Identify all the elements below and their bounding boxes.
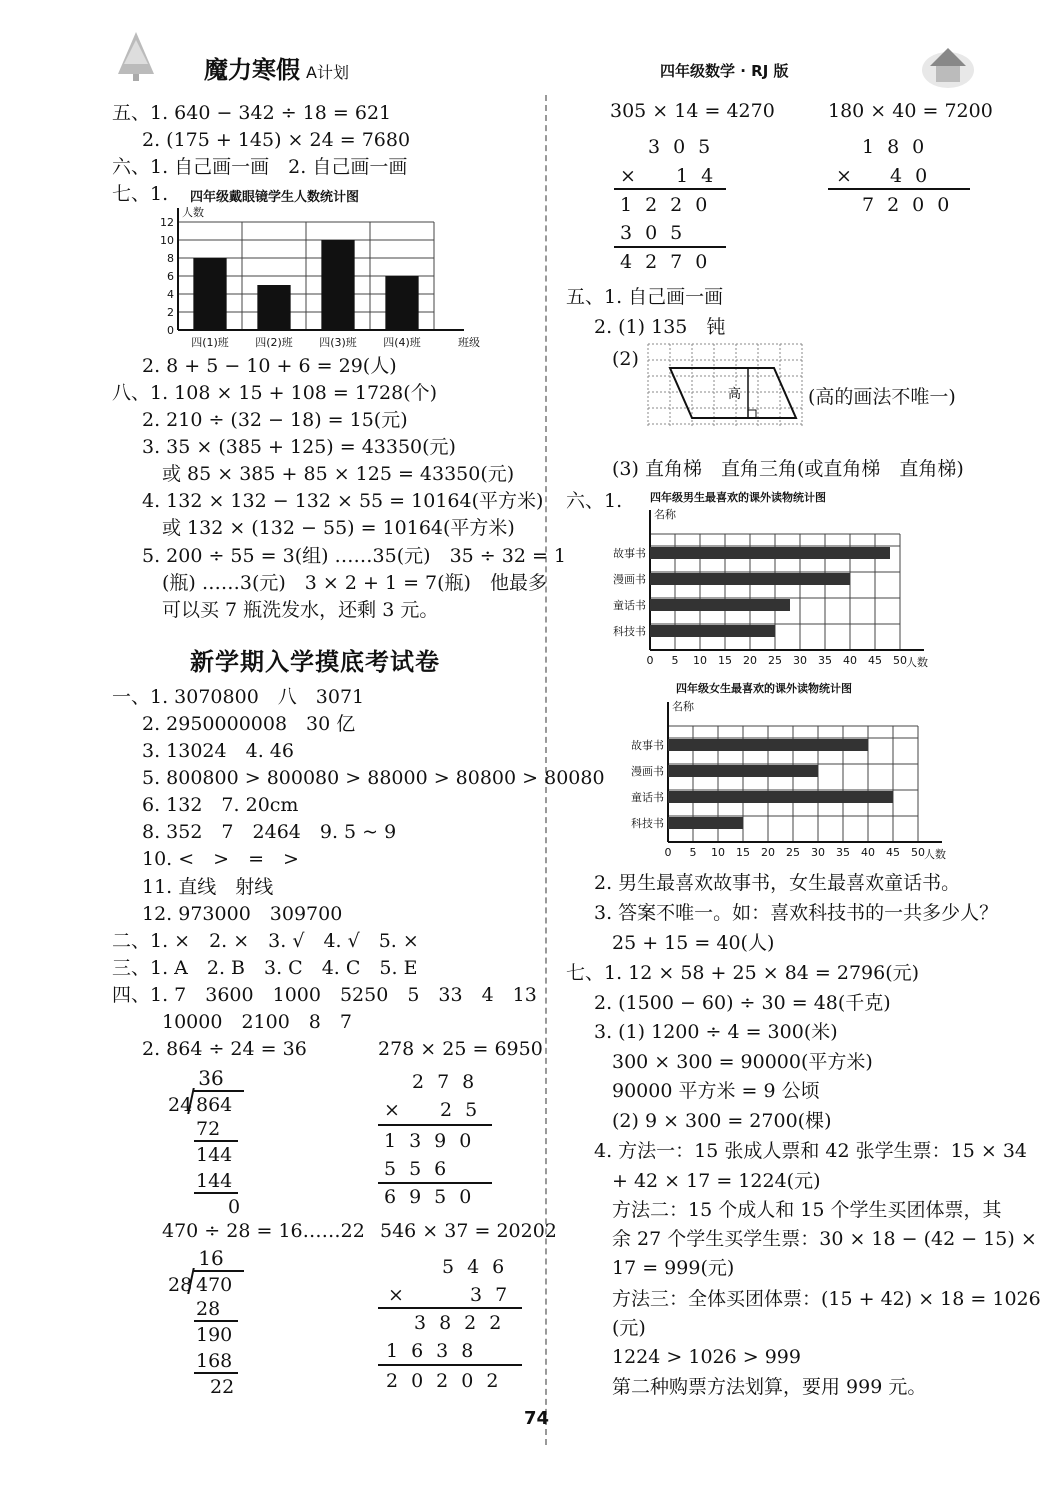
- answer-line: 余 27 个学生买学生票：30 × 18 − (42 − 15) ×: [612, 1228, 1037, 1250]
- x-axis-label: 班级: [458, 336, 480, 349]
- answer-line: 17 = 999(元): [612, 1257, 735, 1279]
- answer-line: 180 × 40 = 7200: [828, 100, 993, 122]
- page-number: 74: [524, 1408, 550, 1429]
- x-tick-label: 45: [868, 654, 882, 667]
- bar: [668, 817, 743, 829]
- x-tick-label: 0: [664, 846, 672, 859]
- category-label: 科技书: [631, 817, 664, 830]
- multiplicand: 305: [648, 136, 724, 158]
- answer-line: 3. 35 × (385 + 125) = 43350(元): [142, 436, 456, 458]
- answer-line: 2. 2950000008 30 亿: [142, 713, 356, 735]
- chart-title: 四年级男生最喜欢的课外读物统计图: [650, 491, 826, 504]
- remainder: 0: [228, 1196, 241, 1218]
- glasses-chart-svg: [150, 200, 480, 350]
- partial-product: 1390: [384, 1130, 485, 1152]
- bar: [668, 791, 893, 803]
- times-sign: ×: [836, 165, 852, 187]
- times-sign: ×: [388, 1284, 404, 1306]
- quotient: 36: [198, 1066, 224, 1090]
- bar: [321, 240, 354, 330]
- category-label: 四(1)班: [191, 336, 229, 349]
- y-tick-label: 8: [167, 252, 174, 265]
- y-tick-label: 0: [167, 324, 174, 337]
- y-axis-label: 名称: [654, 508, 676, 521]
- tree-icon: [112, 30, 160, 82]
- answer-line: 2. 8 + 5 − 10 + 6 = 29(人): [142, 355, 397, 377]
- x-tick-label: 10: [711, 846, 725, 859]
- grade-edition: 四年级数学 · RJ 版: [660, 62, 789, 80]
- answer-line: (2) 9 × 300 = 2700(棵): [612, 1110, 832, 1132]
- step: 190: [196, 1324, 233, 1346]
- y-tick-label: 4: [167, 288, 174, 301]
- multiplier: 40: [890, 165, 941, 187]
- answer-line: 四、1. 7 3600 1000 5250 5 33 4 13: [112, 984, 537, 1006]
- partial-product: 3822: [414, 1312, 515, 1334]
- answer-line: 六、1.: [566, 490, 623, 512]
- answer-line: (2): [612, 348, 639, 370]
- answer-line: 2. 男生最喜欢故事书，女生最喜欢童话书。: [594, 872, 961, 894]
- bar: [193, 258, 226, 330]
- answer-line: 2. (1500 − 60) ÷ 30 = 48(千克): [594, 992, 891, 1014]
- step: 168: [196, 1350, 233, 1372]
- x-axis-label: 人数: [906, 656, 928, 669]
- category-label: 四(3)班: [319, 336, 357, 349]
- product: 6950: [384, 1186, 485, 1208]
- answer-line: 或 132 × (132 − 55) = 10164(平方米): [162, 517, 515, 539]
- partial-product: 1220: [620, 194, 721, 216]
- times-sign: ×: [384, 1099, 400, 1121]
- dividend: 470: [196, 1274, 233, 1296]
- multiplier: 25: [440, 1099, 491, 1121]
- x-axis-label: 人数: [924, 848, 946, 861]
- step: 28: [196, 1298, 221, 1320]
- x-tick-label: 15: [718, 654, 732, 667]
- x-tick-label: 0: [646, 654, 654, 667]
- answer-line: 二、1. × 2. × 3. √ 4. √ 5. ×: [112, 930, 419, 952]
- answer-line: 或 85 × 385 + 85 × 125 = 43350(元): [162, 463, 515, 485]
- answer-line: 2. (1) 135 钝: [594, 316, 726, 338]
- bar: [257, 285, 290, 330]
- answer-line: 10000 2100 8 7: [162, 1011, 352, 1033]
- answer-line: 可以买 7 瓶洗发水，还剩 3 元。: [162, 599, 439, 621]
- category-label: 童话书: [631, 791, 664, 804]
- category-label: 童话书: [613, 599, 646, 612]
- multiplicand: 546: [442, 1256, 518, 1278]
- answer-line: 11. 直线 射线: [142, 876, 274, 898]
- category-label: 四(2)班: [255, 336, 293, 349]
- answer-line: 3. 答案不唯一。如：喜欢科技书的一共多少人？: [594, 902, 999, 924]
- x-tick-label: 40: [843, 654, 857, 667]
- bar: [650, 599, 790, 611]
- answer-line: 10. < > = >: [142, 848, 299, 870]
- bar: [385, 276, 418, 330]
- answer-line: 一、1. 3070800 八 3071: [112, 686, 365, 708]
- step: 144: [196, 1144, 233, 1166]
- girls-chart-svg: [618, 696, 964, 862]
- x-tick-label: 10: [693, 654, 707, 667]
- section-title: 新学期入学摸底考试卷: [190, 648, 440, 676]
- answer-line: (元): [612, 1317, 646, 1339]
- answer-line: + 42 × 17 = 1224(元): [612, 1170, 821, 1192]
- bar: [650, 573, 850, 585]
- y-tick-label: 6: [167, 270, 174, 283]
- x-tick-label: 20: [743, 654, 757, 667]
- y-axis-label: 名称: [672, 700, 694, 713]
- x-tick-label: 30: [793, 654, 807, 667]
- product: 20202: [386, 1370, 512, 1392]
- divisor: 24: [168, 1094, 193, 1116]
- category-label: 四(4)班: [383, 336, 421, 349]
- y-axis-label: 人数: [182, 206, 204, 219]
- answer-line: 300 × 300 = 90000(平方米): [612, 1051, 873, 1073]
- answer-line: 2. 210 ÷ (32 − 18) = 15(元): [142, 409, 408, 431]
- partial-product: 556: [384, 1158, 460, 1180]
- house-logo-icon: [920, 40, 976, 90]
- bar: [650, 625, 775, 637]
- answer-line: 90000 平方米 = 9 公顷: [612, 1080, 820, 1102]
- boys-chart-svg: [600, 504, 950, 670]
- book-title: 魔力寒假 A计划: [204, 56, 349, 84]
- x-tick-label: 30: [811, 846, 825, 859]
- x-tick-label: 50: [893, 654, 907, 667]
- answer-line: 5. 200 ÷ 55 = 3(组) ……35(元) 35 ÷ 32 = 1: [142, 545, 567, 567]
- answer-line: 方法二：15 个成人和 15 个学生买团体票，其: [612, 1199, 1002, 1221]
- answer-line: 三、1. A 2. B 3. C 4. C 5. E: [112, 957, 418, 979]
- multiplicand: 180: [862, 136, 938, 158]
- quotient: 16: [198, 1246, 224, 1270]
- answer-line: 4. 方法一：15 张成人票和 42 张学生票：15 × 34: [594, 1140, 1027, 1162]
- x-tick-label: 40: [861, 846, 875, 859]
- multiplicand: 278: [412, 1071, 488, 1093]
- multiplier: 14: [676, 165, 727, 187]
- category-label: 漫画书: [613, 573, 646, 586]
- chart-title: 四年级戴眼镜学生人数统计图: [190, 190, 360, 205]
- category-label: 科技书: [613, 625, 646, 638]
- multiplier: 37: [470, 1284, 521, 1306]
- partial-product: 305: [620, 222, 696, 244]
- y-tick-label: 2: [167, 306, 174, 319]
- divisor: 28: [168, 1274, 193, 1296]
- x-tick-label: 5: [671, 654, 679, 667]
- answer-line: 470 ÷ 28 = 16……22: [162, 1220, 365, 1242]
- answer-line: 2. 864 ÷ 24 = 36: [142, 1038, 307, 1060]
- x-tick-label: 25: [768, 654, 782, 667]
- times-sign: ×: [620, 165, 636, 187]
- bar: [668, 739, 868, 751]
- answer-line: 方法三：全体买团体票：(15 + 42) × 18 = 1026: [612, 1288, 1041, 1310]
- answer-line: 546 × 37 = 20202: [380, 1220, 557, 1242]
- parallelogram-grid-figure: [648, 344, 804, 426]
- category-label: 故事书: [613, 547, 646, 560]
- answer-line: 六、1. 自己画一画 2. 自己画一画: [112, 156, 408, 178]
- bar: [650, 547, 890, 559]
- answer-line: 五、1. 640 − 342 ÷ 18 = 621: [112, 102, 392, 124]
- answer-line: 2. (175 + 145) × 24 = 7680: [142, 129, 411, 151]
- category-label: 漫画书: [631, 765, 664, 778]
- y-tick-label: 12: [160, 216, 174, 229]
- y-tick-label: 10: [160, 234, 174, 247]
- remainder: 22: [210, 1376, 235, 1398]
- answer-line: 278 × 25 = 6950: [378, 1038, 543, 1060]
- bar: [668, 765, 818, 777]
- x-tick-label: 50: [911, 846, 925, 859]
- x-tick-label: 20: [761, 846, 775, 859]
- answer-line: 五、1. 自己画一画: [566, 286, 724, 308]
- x-tick-label: 35: [836, 846, 850, 859]
- product: 7200: [862, 194, 963, 216]
- answer-line: 七、1. 12 × 58 + 25 × 84 = 2796(元): [566, 962, 920, 984]
- height-label: 高: [728, 387, 742, 402]
- category-label: 故事书: [631, 739, 664, 752]
- dividend: 864: [196, 1094, 233, 1116]
- answer-line: 七、1.: [112, 183, 169, 205]
- partial-product: 1638: [386, 1340, 487, 1362]
- answer-line: 八、1. 108 × 15 + 108 = 1728(个): [112, 382, 438, 404]
- x-tick-label: 25: [786, 846, 800, 859]
- answer-line: 6. 132 7. 20cm: [142, 794, 299, 816]
- step: 72: [196, 1118, 221, 1140]
- answer-line: 25 + 15 = 40(人): [612, 932, 775, 954]
- answer-line: (瓶) ……3(元) 3 × 2 + 1 = 7(瓶) 他最多: [162, 572, 547, 594]
- answer-line: 8. 352 7 2464 9. 5 ~ 9: [142, 821, 397, 843]
- answer-line: 4. 132 × 132 − 132 × 55 = 10164(平方米): [142, 490, 544, 512]
- answer-line: 3. (1) 1200 ÷ 4 = 300(米): [594, 1021, 838, 1043]
- answer-line: 5. 800800 > 800080 > 88000 > 80800 > 80080: [142, 767, 605, 789]
- answer-note: (高的画法不唯一): [808, 386, 956, 408]
- x-tick-label: 5: [689, 846, 697, 859]
- product: 4270: [620, 251, 721, 273]
- step: 144: [196, 1170, 233, 1192]
- x-tick-label: 35: [818, 654, 832, 667]
- answer-line: 305 × 14 = 4270: [610, 100, 775, 122]
- answer-line: 3. 13024 4. 46: [142, 740, 294, 762]
- chart-title: 四年级女生最喜欢的课外读物统计图: [676, 682, 852, 695]
- x-tick-label: 45: [886, 846, 900, 859]
- answer-line: 第二种购票方法划算，要用 999 元。: [612, 1376, 927, 1398]
- answer-line: (3) 直角梯 直角三角(或直角梯 直角梯): [612, 458, 964, 480]
- answer-line: 1224 > 1026 > 999: [612, 1346, 801, 1368]
- answer-line: 12. 973000 309700: [142, 903, 343, 925]
- x-tick-label: 15: [736, 846, 750, 859]
